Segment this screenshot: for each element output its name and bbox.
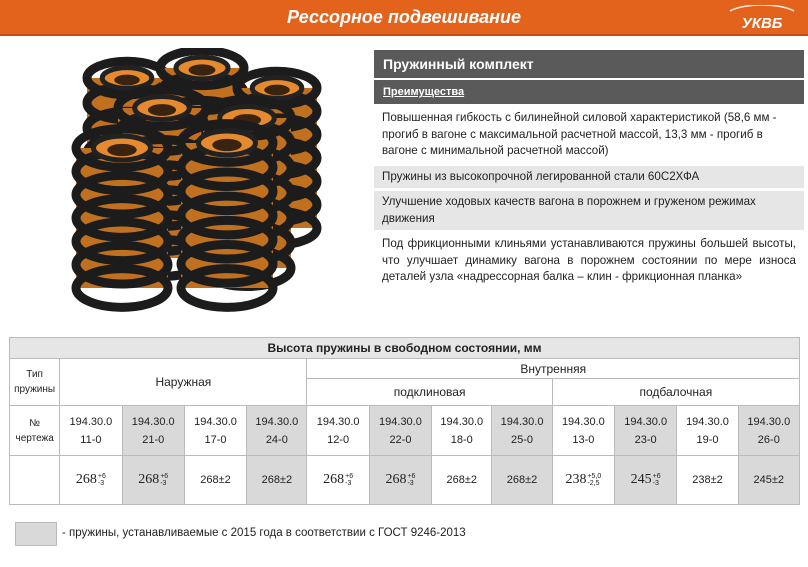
drawing-number-cell xyxy=(369,406,431,456)
tolerance-upper: +6 xyxy=(345,473,354,480)
values-row-header xyxy=(10,456,60,505)
panel-subtitle xyxy=(374,80,804,104)
drawing-number-cell xyxy=(60,406,122,456)
spring-set-image xyxy=(52,48,350,318)
height-value-cell xyxy=(307,456,369,505)
height-tolerance xyxy=(587,473,601,487)
height-nominal: 238 xyxy=(565,472,587,487)
beam-group-label: подбалочная xyxy=(552,379,799,406)
drawing-label: № чертежа xyxy=(10,406,60,456)
advantage-item: Пружины из высокопрочной легированной стали 60С2ХФА xyxy=(374,166,804,189)
type-label: Тип пружины xyxy=(10,359,60,406)
drawing-number-line: 25-0 xyxy=(511,433,534,446)
drawing-number-line: 17-0 xyxy=(204,433,227,446)
height-value-cell xyxy=(552,456,614,505)
drawing-number-line: 194.30.0 xyxy=(194,415,237,428)
drawing-number-line: 194.30.0 xyxy=(131,415,175,428)
drawing-number-line: 194.30.0 xyxy=(686,415,729,428)
tolerance-lower: -3 xyxy=(345,480,352,487)
company-logo xyxy=(724,5,800,33)
height-value-cell xyxy=(615,456,677,505)
height-tolerance xyxy=(160,473,168,487)
height-nominal: 268 xyxy=(75,472,97,487)
panel-subtitle-text: Преимущества xyxy=(383,86,465,98)
tolerance-lower: -3 xyxy=(407,480,414,487)
tolerance-upper: +5,0 xyxy=(587,473,602,480)
drawing-number-cell xyxy=(432,406,492,456)
height-nominal: 268 xyxy=(138,472,160,487)
legend-swatch xyxy=(15,522,57,546)
height-tolerance xyxy=(407,473,415,487)
drawing-number-line: 24-0 xyxy=(265,433,288,446)
drawing-number-line: 194.30.0 xyxy=(379,415,422,428)
drawing-number-line: 194.30.0 xyxy=(624,415,668,428)
wedge-group-label: подклиновая xyxy=(307,379,552,406)
drawing-number-line: 26-0 xyxy=(757,433,780,446)
height-value-cell xyxy=(60,456,122,505)
tolerance-upper: +6 xyxy=(160,473,169,480)
drawing-number-line: 194.30.0 xyxy=(500,415,544,428)
table-caption: Высота пружины в свободном состоянии, мм xyxy=(10,338,800,359)
drawing-number-cell xyxy=(247,406,307,456)
drawing-number-cell xyxy=(492,406,552,456)
height-value: 268±2 xyxy=(261,474,293,486)
height-value-cell xyxy=(432,456,492,505)
height-value: 268±2 xyxy=(506,474,538,486)
height-nominal: 245 xyxy=(630,472,652,487)
drawing-number-line: 23-0 xyxy=(634,433,657,446)
height-tolerance xyxy=(653,473,661,487)
height-value-cell xyxy=(492,456,552,505)
drawing-number-line: 194.30.0 xyxy=(561,415,605,428)
header-underline xyxy=(0,34,808,36)
drawing-number-cell xyxy=(552,406,614,456)
height-value-cell xyxy=(184,456,246,505)
height-value-cell xyxy=(247,456,307,505)
drawing-number-line: 11-0 xyxy=(80,433,102,446)
tolerance-lower: -3 xyxy=(97,480,105,487)
tolerance-upper: +6 xyxy=(652,473,661,480)
height-value: 268±2 xyxy=(200,474,231,486)
drawing-number-cell xyxy=(615,406,677,456)
drawing-number-line: 194.30.0 xyxy=(316,415,360,428)
height-value-cell xyxy=(677,456,738,505)
drawing-number-line: 21-0 xyxy=(142,433,165,446)
spring xyxy=(181,124,273,308)
drawing-number-line: 194.30.0 xyxy=(69,415,113,428)
spring xyxy=(76,129,168,308)
height-value: 268±2 xyxy=(446,474,478,486)
advantage-item: Повышенная гибкость с билинейной силовой характеристикой (58,6 мм - прогиб в вагоне с максимальной расчетной массой, 13,3 мм - прогиб в вагоне с минимальной расчетной массой) xyxy=(382,111,777,157)
drawing-number-line: 194.30.0 xyxy=(255,415,299,428)
legend-text: - пружины, устанавливаемые с 2015 года в соответствии с ГОСТ 9246-2013 xyxy=(62,527,466,539)
outer-group-label: Наружная xyxy=(60,359,307,406)
height-nominal: 268 xyxy=(323,472,345,487)
tolerance-lower: -3 xyxy=(652,480,659,487)
height-value-cell xyxy=(369,456,431,505)
height-nominal: 268 xyxy=(385,472,407,487)
drawing-number-line: 18-0 xyxy=(450,433,473,446)
height-tolerance xyxy=(98,473,106,487)
drawing-number-cell xyxy=(677,406,738,456)
header-bar xyxy=(0,0,808,36)
drawing-number-cell xyxy=(738,406,799,456)
inner-group-label: Внутренняя xyxy=(307,359,800,379)
tolerance-lower: -2,5 xyxy=(587,480,600,487)
tolerance-upper: +6 xyxy=(407,473,416,480)
tolerance-upper: +6 xyxy=(97,473,106,480)
drawing-number-line: 13-0 xyxy=(572,433,595,446)
height-value: 245±2 xyxy=(753,474,785,486)
tolerance-lower: -3 xyxy=(160,480,167,487)
drawing-number-line: 22-0 xyxy=(389,433,412,446)
logo-text: УКВБ xyxy=(741,15,783,32)
drawing-number-line: 12-0 xyxy=(327,433,350,446)
drawing-number-line: 194.30.0 xyxy=(440,415,484,428)
drawing-number-cell xyxy=(122,406,184,456)
drawing-number-line: 19-0 xyxy=(696,433,719,446)
drawing-number-line: 194.30.0 xyxy=(747,415,791,428)
drawing-number-cell xyxy=(184,406,246,456)
advantage-item: Под фрикционными клиньями устанавливаются пружины большей высоты, что улучшает динамику вагона в порожнем состоянии по мере износа деталей узла «надрессорная балка – клин - фрикционная планка» xyxy=(382,237,796,283)
panel-title: Пружинный комплект xyxy=(374,50,804,78)
height-tolerance xyxy=(345,473,353,487)
height-value-cell xyxy=(122,456,184,505)
spring-height-table xyxy=(9,337,800,505)
height-value: 238±2 xyxy=(692,474,723,486)
info-panel xyxy=(374,50,804,289)
advantage-item: Улучшение ходовых качеств вагона в порожнем и груженом режимах движения xyxy=(374,191,804,230)
drawing-number-cell xyxy=(307,406,369,456)
page-title: Рессорное подвешивание xyxy=(287,7,521,27)
height-value-cell xyxy=(738,456,799,505)
